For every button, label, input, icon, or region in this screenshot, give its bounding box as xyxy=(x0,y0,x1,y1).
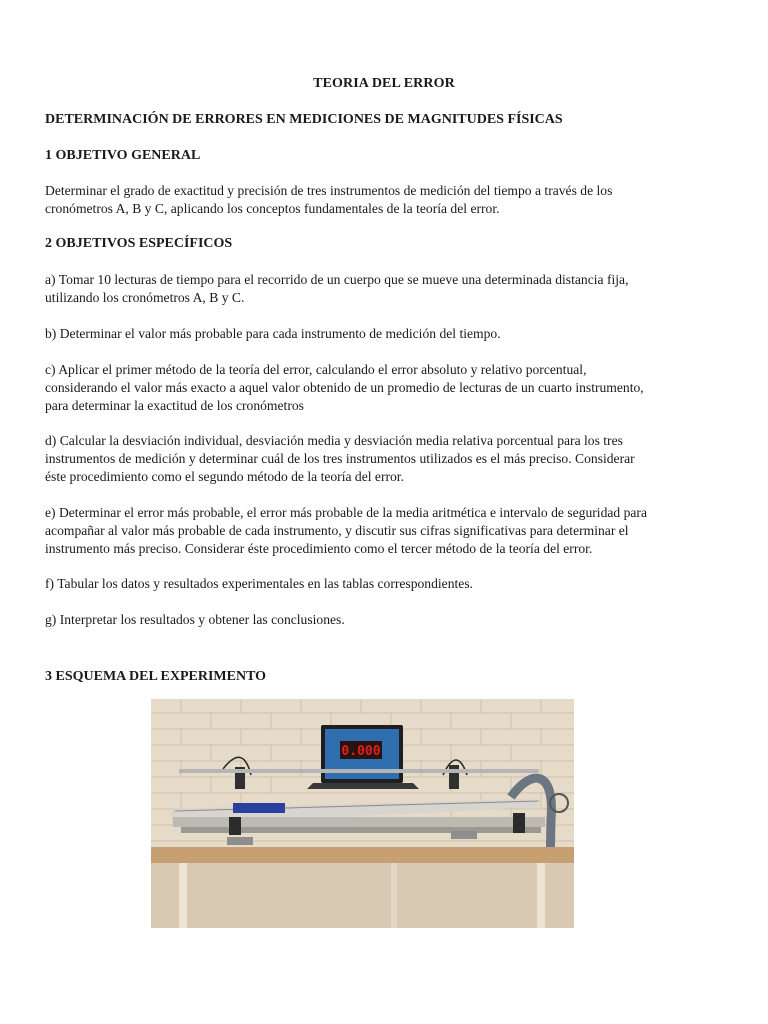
objective-item-c xyxy=(45,361,725,415)
objective-item-d xyxy=(45,432,725,486)
text-line: f) Tabular los datos y resultados experimentales en las tablas correspondientes. xyxy=(45,576,474,591)
text-line: considerando el valor más exacto a aquel valor obtenido de un promedio de lecturas de un cuarto instrumento, xyxy=(45,380,644,395)
experiment-photo xyxy=(151,699,574,928)
lower-clamp-a xyxy=(229,817,241,835)
laptop-base xyxy=(307,783,419,789)
leveling-foot-right xyxy=(451,831,477,839)
objective-item-e xyxy=(45,504,725,558)
lower-clamp-b xyxy=(513,813,525,833)
table-leg-left xyxy=(179,863,187,928)
timer-reading: 0.000 xyxy=(341,744,381,759)
section-2-heading: 2 OBJETIVOS ESPECÍFICOS xyxy=(45,236,233,251)
leveling-foot-left xyxy=(227,837,253,845)
objective-item-f xyxy=(45,575,725,593)
text-line: a) Tomar 10 lecturas de tiempo para el recorrido de un cuerpo que se mueve una determinada distancia fija, xyxy=(45,272,629,287)
section-3-heading: 3 ESQUEMA DEL EXPERIMENTO xyxy=(45,669,267,684)
text-line: instrumentos de medición y determinar cuál de los tres instrumentos utilizados es el más preciso. Considerar xyxy=(45,451,635,466)
document-title: TEORIA DEL ERROR xyxy=(313,76,455,91)
glider xyxy=(233,803,285,813)
text-line: b) Determinar el valor más probable para cada instrumento de medición del tiempo. xyxy=(45,326,501,341)
floor-area xyxy=(151,863,574,928)
document-subtitle: DETERMINACIÓN DE ERRORES EN MEDICIONES DE MAGNITUDES FÍSICAS xyxy=(45,112,563,127)
text-line: e) Determinar el error más probable, el error más probable de la media aritmética e intervalo de seguridad para xyxy=(45,505,647,520)
text-line: acompañar al valor más probable de cada instrumento, y discutir sus cifras significativas para determinar el xyxy=(45,523,629,538)
text-line: instrumento más preciso. Considerar éste procedimiento como el tercer método de la teoría del error. xyxy=(45,541,593,556)
text-line: g) Interpretar los resultados y obtener las conclusiones. xyxy=(45,612,345,627)
section-1-heading: 1 OBJETIVO GENERAL xyxy=(45,148,201,163)
photogate-b xyxy=(449,765,459,789)
objective-item-b xyxy=(45,325,725,343)
text-line: cronómetros A, B y C, aplicando los conceptos fundamentales de la teoría del error. xyxy=(45,201,500,216)
text-line: éste procedimiento como el segundo método de la teoría del error. xyxy=(45,469,404,484)
upper-rod xyxy=(179,769,539,773)
experiment-photo-drawing xyxy=(151,699,574,928)
section-1-paragraph xyxy=(45,182,725,218)
objective-item-a xyxy=(45,271,725,307)
table-top xyxy=(151,847,574,863)
text-line: Determinar el grado de exactitud y precisión de tres instrumentos de medición del tiempo a través de los xyxy=(45,183,613,198)
text-line: utilizando los cronómetros A, B y C. xyxy=(45,290,245,305)
laptop xyxy=(307,725,419,789)
objective-item-g xyxy=(45,611,725,629)
text-line: d) Calcular la desviación individual, desviación media y desviación media relativa porcentual para los tres xyxy=(45,433,623,448)
text-line: para determinar la exactitud de los cronómetros xyxy=(45,398,304,413)
text-line: c) Aplicar el primer método de la teoría del error, calculando el error absoluto y relativo porcentual, xyxy=(45,362,587,377)
table-leg-center xyxy=(391,863,397,928)
table-leg-right xyxy=(537,863,545,928)
